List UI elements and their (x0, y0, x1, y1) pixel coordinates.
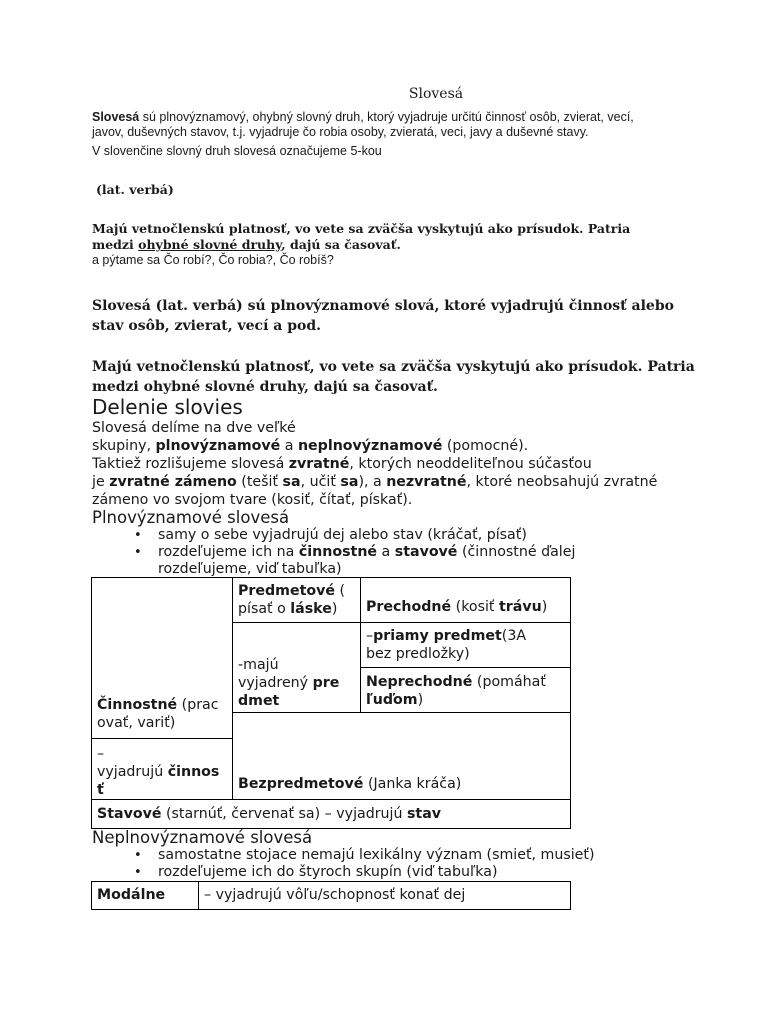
page-title: Slovesá (408, 86, 464, 102)
large-para1-line1: Slovesá (lat. verbá) sú plnovýznamové slová, ktoré vyjadrujú činnosť alebo (92, 298, 674, 314)
delenie-line5: zámeno vo svojom tvare (kosiť, čítať, pískať). (92, 492, 413, 508)
table-cell-prechodne: Prechodné (kosiť trávu) (360, 577, 571, 623)
delenie-line2: skupiny, plnovýznamové a neplnovýznamové (pomocné). (92, 438, 529, 454)
table-cell-maju-predmet: -majú vyjadrený pre dmet (232, 622, 361, 713)
list-item: • rozdeľujeme ich do štyroch skupín (viď tabuľka) (92, 864, 732, 881)
table-cell-modalne-desc: – vyjadrujú vôľu/schopnosť konať dej (198, 881, 571, 910)
plno-heading: Plnovýznamové slovesá (92, 508, 290, 527)
neplno-list (92, 847, 732, 881)
small-para-line1: Majú vetnočlenskú platnosť, vo vete sa zväčša vyskytujú ako prísudok. Patria (92, 221, 631, 236)
intro-text: sú plnovýznamový, ohybný slovný druh, ktorý vyjadruje určitú činnosť osôb, zvierat, vecí, (139, 110, 634, 124)
lat-note: (lat. verbá) (96, 182, 174, 197)
large-para2-line1: Majú vetnočlenskú platnosť, vo vete sa zväčša vyskytujú ako prísudok. Patria (92, 359, 695, 375)
table-cell-vyjadruju: – vyjadrujú činnos ť (91, 738, 233, 800)
table-cell-modalne: Modálne (91, 881, 199, 910)
large-para2-line2: medzi ohybné slovné druhy, dajú sa časovať. (92, 378, 438, 395)
table-row-stavove: Stavové (starnúť, červenať sa) – vyjadrujú stav (91, 799, 571, 829)
ohybne-link[interactable]: ohybné slovné druhy (138, 237, 282, 252)
intro-line2: javov, duševných stavov, t.j. vyjadruje čo robia osoby, zvieratá, veci, javy a duševné stavy. (92, 125, 589, 139)
table-cell-priamy-predmet: –priamy predmet(3A bez predložky) (360, 622, 571, 668)
small-paragraph (92, 221, 732, 268)
plno-list (92, 527, 732, 578)
table-cell-cinnostne: Činnostné (prac ovať, variť) (91, 577, 233, 739)
large-paragraph-2 (92, 358, 752, 397)
intro-paragraph (92, 110, 732, 159)
delenie-heading: Delenie slovies (92, 395, 243, 419)
table-cell-predmetove: Predmetové ( písať o láske) (232, 577, 361, 623)
large-paragraph-1 (92, 297, 752, 336)
large-para1-line2: stav osôb, zvierat, vecí a pod. (92, 317, 321, 334)
delenie-line1: Slovesá delíme na dve veľké (92, 420, 296, 436)
delenie-body (92, 419, 732, 509)
small-para-line3: a pýtame sa Čo robí?, Čo robia?, Čo robíš? (92, 253, 334, 267)
delenie-line3: Taktiež rozlišujeme slovesá zvratné, ktorých neoddeliteľnou súčasťou (92, 456, 592, 472)
list-item: • samy o sebe vyjadrujú dej alebo stav (kráčať, písať) (92, 527, 732, 544)
intro-line3: V slovenčine slovný druh slovesá označujeme 5-kou (92, 144, 382, 158)
list-item: • rozdeľujeme ich na činnostné a stavové (činnostné ďalej rozdeľujeme, viď tabuľka) (92, 544, 732, 578)
table-cell-neprechodne: Neprechodné (pomáhať ľuďom) (360, 667, 571, 713)
intro-lead: Slovesá (92, 110, 140, 124)
delenie-line4: je zvratné zámeno (tešiť sa, učiť sa), a nezvratné, ktoré neobsahujú zvratné (92, 474, 658, 490)
list-item: • samostatne stojace nemajú lexikálny význam (smieť, musieť) (92, 847, 732, 864)
neplno-heading: Neplnovýznamové slovesá (92, 828, 313, 847)
small-para-line2: medzi ohybné slovné druhy, dajú sa časovať. (92, 237, 401, 252)
table-cell-bezpredmetove: Bezpredmetové (Janka kráča) (232, 712, 571, 800)
